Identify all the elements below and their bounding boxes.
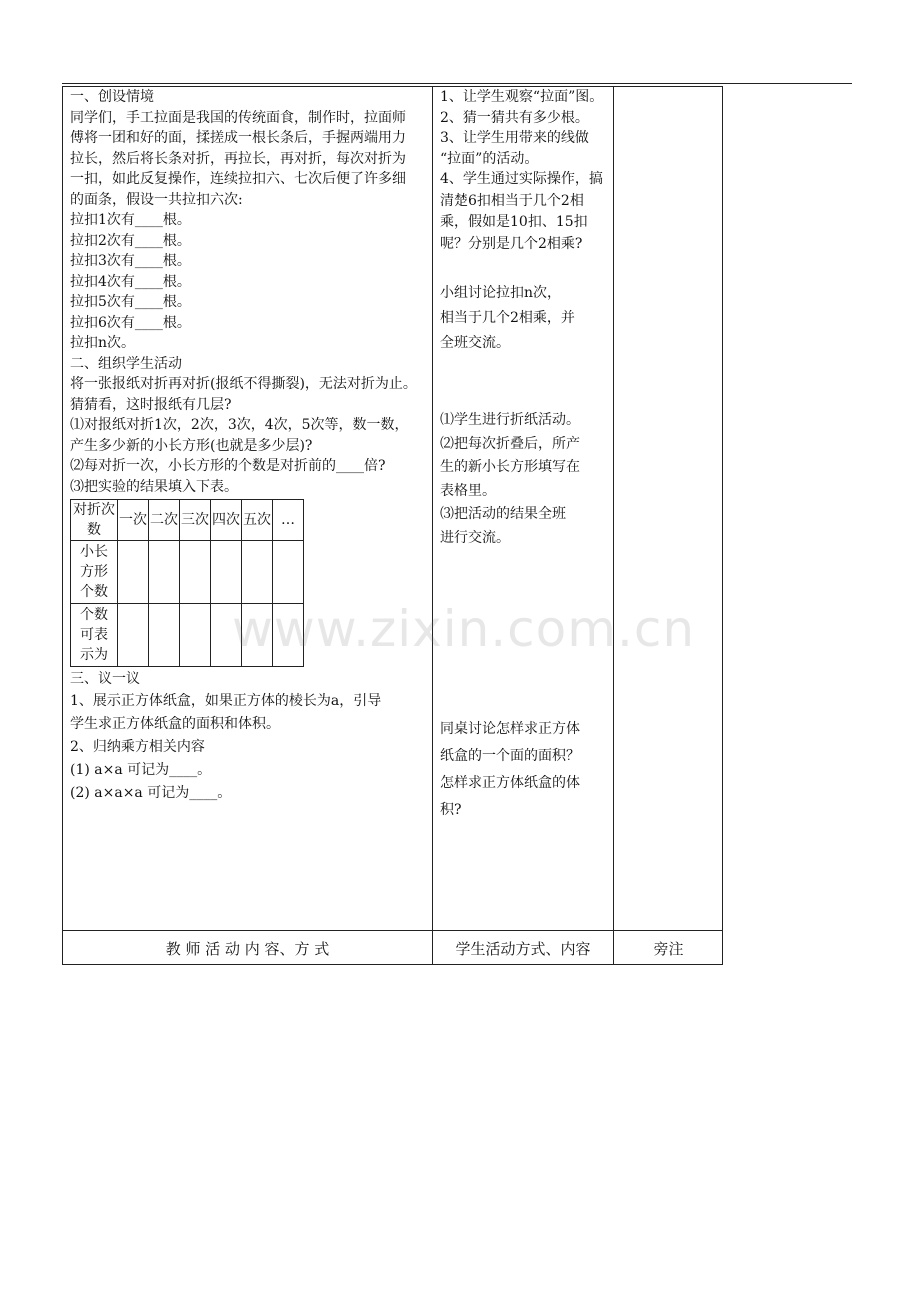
pull-line: 拉扣n次。: [70, 335, 136, 351]
table-cell[interactable]: [180, 541, 211, 604]
student-activity-line: 清楚6扣相当于几个2相: [440, 192, 584, 209]
table-cell[interactable]: [149, 604, 180, 667]
table-header-cell: 四次: [211, 500, 242, 541]
table-row-label: 个数可表示为: [71, 604, 118, 667]
section-2-line: 将一张报纸对折再对折(报纸不得撕裂)，无法对折为止。: [70, 376, 417, 392]
column-divider-2: [613, 87, 614, 964]
student-activity-line: 表格里。: [440, 482, 496, 499]
pull-line: 拉扣2次有____根。: [70, 232, 191, 249]
student-activity-line: 1、让学生观察“拉面”图。: [440, 89, 604, 105]
student-activity-line: 2、猜一猜共有多少根。: [440, 109, 589, 126]
table-header-cell: 一次: [118, 500, 149, 541]
section-3-line: (2) a×a×a 可记为____。: [70, 784, 232, 801]
table-cell[interactable]: [273, 541, 304, 604]
student-activity-line: 生的新小长方形填写在: [440, 459, 580, 475]
table-header-cell: 对折次数: [71, 500, 118, 541]
student-activity-line: 进行交流。: [440, 529, 510, 546]
spacer: [440, 255, 612, 281]
section-2-line: 猜猜看，这时报纸有几层?: [70, 396, 232, 413]
section-3-title: 三、议一议: [70, 671, 140, 687]
pull-line: 拉扣5次有____根。: [70, 294, 191, 310]
student-activity-line: ⑵把每次折叠后，所产: [440, 435, 580, 452]
student-activity-line: ⑴学生进行折纸活动。: [440, 412, 580, 428]
section-2-line: ⑶把实验的结果填入下表。: [70, 478, 238, 495]
spacer: [440, 356, 612, 409]
student-activity-line: 乘，假如是10扣、15扣: [440, 214, 588, 230]
section-2-line: ⑴对报纸对折1次，2次，3次，4次，5次等，数一数，: [70, 417, 409, 433]
pull-line: 拉扣6次有____根。: [70, 314, 191, 331]
student-activity-line: 3、让学生用带来的线做: [440, 130, 589, 146]
section-3-line: 2、归纳乘方相关内容: [70, 738, 205, 755]
table-cell[interactable]: [242, 541, 273, 604]
section-2-title: 二、组织学生活动: [70, 355, 182, 372]
section-3-line: 1、展示正方体纸盒，如果正方体的棱长为a，引导: [70, 692, 382, 709]
pull-line: 拉扣3次有____根。: [70, 253, 191, 269]
section-3-line: 学生求正方体纸盒的面积和体积。: [70, 715, 280, 732]
table-header-row: [71, 500, 304, 541]
student-activity-line: ⑶把活动的结果全班: [440, 506, 566, 522]
lesson-table: [62, 86, 723, 965]
student-column: [440, 87, 612, 824]
section-1-line: 拉长，然后将长条对折，再拉长，再对折，每次对折为: [70, 150, 406, 167]
table-row-label: 小长方形个数: [71, 541, 118, 604]
section-1-line: 同学们，手工拉面是我国的传统面食，制作时，拉面师: [70, 109, 406, 126]
table-header-cell: 五次: [242, 500, 273, 541]
student-activity-line: 同桌讨论怎样求正方体: [440, 721, 580, 737]
student-activity-line: 4、学生通过实际操作，搞: [440, 171, 603, 187]
student-activity-line: 小组讨论拉扣n次，: [440, 285, 562, 301]
section-1-line: 一扣，如此反复操作，连续拉扣六、七次后便了许多细: [70, 171, 406, 187]
student-activity-line: 相当于几个2相乘，并: [440, 310, 575, 326]
section-1-line: 的面条，假设一共拉扣六次:: [70, 191, 243, 208]
table-header-cell: …: [273, 500, 304, 541]
notes-column-header: [614, 931, 723, 965]
table-row: [71, 541, 304, 604]
pull-line: 拉扣1次有____根。: [70, 212, 191, 228]
watermark: www.zixin.com.cn: [232, 600, 696, 658]
top-rule: [62, 83, 852, 84]
student-activity-line: 全班交流。: [440, 335, 510, 351]
section-2-line: ⑵每对折一次，小长方形的个数是对折前的____倍?: [70, 458, 386, 474]
notes-column-label: 旁注: [653, 939, 684, 958]
section-1-title: 一、创设情境: [70, 89, 154, 105]
student-activity-line: “拉面”的活动。: [440, 150, 539, 167]
table-cell[interactable]: [211, 541, 242, 604]
student-column-label: 学生活动方式、内容: [455, 939, 591, 958]
section-3-line: (1) a×a 可记为____。: [70, 761, 212, 778]
teacher-column: [70, 87, 430, 805]
table-cell[interactable]: [118, 604, 149, 667]
table-cell[interactable]: [180, 604, 211, 667]
section-1-line: 傅将一团和好的面，揉搓成一根长条后，手握两端用力: [70, 130, 406, 146]
pull-line: 拉扣4次有____根。: [70, 273, 191, 290]
table-cell[interactable]: [149, 541, 180, 604]
student-activity-line: 纸盒的一个面的面积？: [440, 748, 580, 764]
student-activity-line: 积?: [440, 802, 462, 818]
student-activity-line: 呢？分别是几个2相乘?: [440, 235, 583, 252]
section-2-line: 产生多少新的小长方形(也就是多少层)?: [70, 437, 313, 454]
student-activity-line: 怎样求正方体纸盒的体: [440, 775, 580, 791]
table-header-cell: 三次: [180, 500, 211, 541]
column-divider-1: [432, 87, 433, 964]
table-header-cell: 二次: [149, 500, 180, 541]
student-column-header: [433, 931, 613, 965]
table-cell[interactable]: [118, 541, 149, 604]
teacher-column-header: [63, 931, 432, 965]
teacher-column-label: 教 师 活 动 内 容、方 式: [165, 939, 330, 958]
